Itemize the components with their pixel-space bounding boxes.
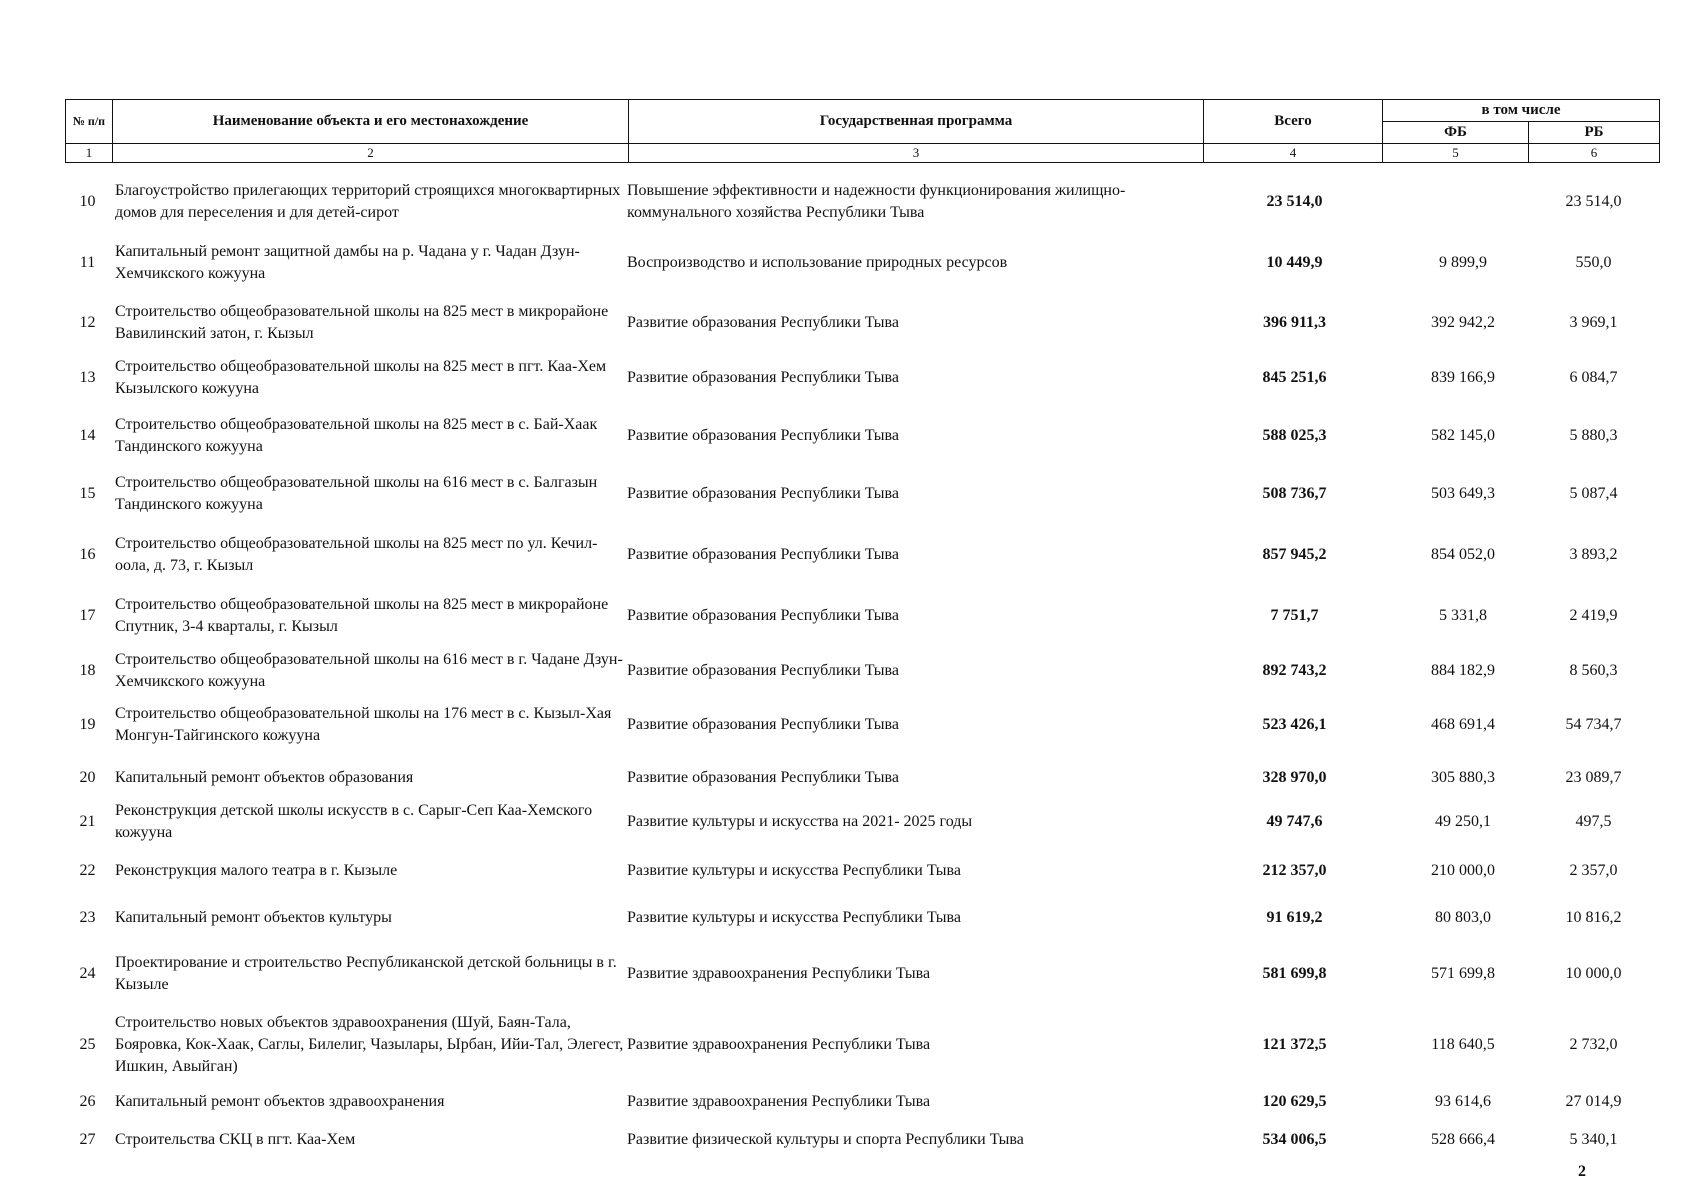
header-total: Всего [1204,100,1383,144]
header-num: № п/п [66,100,113,144]
row-number: 17 [79,607,96,624]
header-col-number: 6 [1529,144,1660,163]
header-including: в том числе [1383,100,1660,122]
amount-rb: 54 734,7 [1565,716,1622,733]
table-row [65,237,1659,289]
state-program: Развитие образования Республики Тыва [627,369,899,386]
row-number: 15 [79,485,96,502]
amount-total: 91 619,2 [1266,909,1323,926]
object-name: Капитальный ремонт объектов здравоохранения [115,1093,445,1110]
state-program: Развитие образования Республики Тыва [627,546,899,563]
table-row [65,1126,1659,1154]
amount-fb: 93 614,6 [1435,1093,1491,1110]
row-number: 19 [79,716,96,733]
row-number: 21 [79,813,96,830]
state-program: Развитие культуры и искусства на 2021- 2025 годы [627,813,973,830]
row-number: 10 [79,193,96,210]
table-row [65,468,1659,520]
object-name: Проектирование и строительство Республиканской детской больницы в г. Кызыле [115,954,617,993]
amount-rb: 6 084,7 [1569,369,1618,386]
amount-fb: 528 666,4 [1431,1131,1495,1148]
page-number: 2 [1578,1163,1586,1180]
object-name: Благоустройство прилегающих территорий строящихся многоквартирных домов для переселения и для детей-сирот [115,182,621,221]
object-name: Строительство общеобразовательной школы на 176 мест в с. Кызыл-Хая Монгун-Тайгинского кожууна [115,705,612,744]
table-row [65,297,1659,349]
state-program: Развитие образования Республики Тыва [627,485,899,502]
header-rb: РБ [1529,122,1660,144]
object-name: Реконструкция детской школы искусств в с. Сарыг-Сеп Каа-Хемского кожууна [115,802,593,841]
amount-fb: 49 250,1 [1435,813,1491,830]
row-number: 27 [79,1131,96,1148]
amount-total: 10 449,9 [1266,254,1323,271]
amount-fb: 468 691,4 [1431,716,1495,733]
amount-rb: 27 014,9 [1565,1093,1622,1110]
object-name: Строительство общеобразовательной школы на 825 мест в с. Бай-Хаак Тандинского кожууна [115,416,598,455]
table-row [65,903,1659,933]
row-number: 24 [79,965,96,982]
amount-total: 588 025,3 [1262,427,1327,444]
amount-fb: 582 145,0 [1431,427,1495,444]
amount-fb: 854 052,0 [1431,546,1495,563]
object-name: Строительство общеобразовательной школы на 825 мест по ул. Кечил-оола, д. 73, г. Кызыл [115,535,598,574]
amount-fb: 210 000,0 [1431,862,1495,879]
state-program: Развитие образования Республики Тыва [627,769,899,786]
amount-total: 49 747,6 [1266,813,1323,830]
object-name: Капитальный ремонт защитной дамбы на р. Чадана у г. Чадан Дзун-Хемчикского кожууна [115,243,580,282]
header-name: Наименование объекта и его местонахождение [113,100,629,144]
header-col-number: 2 [113,144,629,163]
amount-rb: 550,0 [1575,254,1612,271]
amount-fb: 305 880,3 [1431,769,1495,786]
object-name: Капитальный ремонт объектов культуры [115,909,392,926]
amount-total: 396 911,3 [1262,314,1327,331]
amount-total: 7 751,7 [1270,607,1319,624]
amount-fb: 503 649,3 [1431,485,1495,502]
row-number: 13 [79,369,96,386]
amount-rb: 5 087,4 [1569,485,1618,502]
amount-rb: 2 419,9 [1569,607,1618,624]
amount-rb: 23 514,0 [1565,193,1622,210]
header-fb: ФБ [1383,122,1529,144]
amount-rb: 2 357,0 [1569,862,1618,879]
row-number: 25 [79,1036,96,1053]
object-name: Строительство общеобразовательной школы на 616 мест в с. Балгазын Тандинского кожууна [115,474,598,513]
table-row [65,352,1659,404]
object-name: Реконструкция малого театра в г. Кызыле [115,862,398,879]
amount-fb: 9 899,9 [1439,254,1487,271]
row-number: 23 [79,909,96,926]
amount-total: 892 743,2 [1262,662,1327,679]
row-number: 26 [79,1093,96,1110]
header-col-number: 4 [1204,144,1383,163]
object-name: Строительство общеобразовательной школы на 825 мест в пгт. Каа-Хем Кызылского кожууна [115,358,607,397]
row-number: 22 [79,862,96,879]
table-row [65,766,1659,790]
amount-total: 328 970,0 [1262,769,1327,786]
object-name: Строительство общеобразовательной школы на 825 мест в микрорайоне Вавилинский затон, г. Кызыл [115,303,609,342]
state-program: Воспроизводство и использование природных ресурсов [627,254,1008,271]
amount-rb: 23 089,7 [1565,769,1622,786]
amount-total: 120 629,5 [1262,1093,1327,1110]
state-program: Развитие образования Республики Тыва [627,314,899,331]
amount-fb: 80 803,0 [1435,909,1491,926]
row-number: 20 [79,769,96,786]
row-number: 11 [79,254,96,271]
amount-rb: 10 816,2 [1565,909,1622,926]
amount-total: 534 006,5 [1262,1131,1327,1148]
table-header [65,99,1660,163]
table-row [65,1006,1659,1084]
amount-total: 508 736,7 [1262,485,1327,502]
table-row [65,178,1659,226]
object-name: Строительство общеобразовательной школы на 825 мест в микрорайоне Спутник, 3-4 кварталы, г. Кызыл [115,596,609,635]
header-col-number: 5 [1383,144,1529,163]
row-number: 14 [79,427,96,444]
object-name: Строительство общеобразовательной школы на 616 мест в г. Чадане Дзун-Хемчикского кожууна [115,651,623,690]
table-row [65,645,1659,697]
amount-rb: 5 880,3 [1569,427,1618,444]
object-name: Строительства СКЦ в пгт. Каа-Хем [115,1131,356,1148]
state-program: Развитие культуры и искусства Республики Тыва [627,862,961,879]
state-program: Развитие здравоохранения Республики Тыва [627,1036,931,1053]
table-row [65,589,1659,643]
amount-total: 121 372,5 [1262,1036,1327,1053]
amount-fb: 571 699,8 [1431,965,1495,982]
amount-rb: 8 560,3 [1569,662,1618,679]
amount-rb: 10 000,0 [1565,965,1622,982]
state-program: Развитие образования Республики Тыва [627,662,899,679]
table-row [65,797,1659,847]
amount-rb: 497,5 [1575,813,1612,830]
state-program: Развитие физической культуры и спорта Республики Тыва [627,1131,1024,1148]
amount-total: 212 357,0 [1262,862,1327,879]
amount-rb: 2 732,0 [1569,1036,1618,1053]
row-number: 16 [79,546,96,563]
amount-fb: 118 640,5 [1431,1036,1495,1053]
header-program: Государственная программа [629,100,1204,144]
state-program: Развитие образования Республики Тыва [627,427,899,444]
header-col-number: 1 [66,144,113,163]
table-row [65,1088,1659,1116]
table-row [65,410,1659,462]
amount-rb: 5 340,1 [1569,1131,1618,1148]
amount-rb: 3 969,1 [1569,314,1618,331]
state-program: Повышение эффективности и надежности функционирования жилищно-коммунального хозяйства Республики Тыва [627,182,1126,221]
object-name: Капитальный ремонт объектов образования [115,769,414,786]
amount-total: 845 251,6 [1262,369,1327,386]
table-row [65,949,1659,999]
amount-fb: 5 331,8 [1439,607,1487,624]
amount-total: 857 945,2 [1262,546,1327,563]
amount-fb: 392 942,2 [1431,314,1495,331]
amount-fb: 839 166,9 [1431,369,1495,386]
row-number: 18 [79,662,96,679]
object-name: Строительство новых объектов здравоохранения (Шуй, Баян-Тала, Бояровка, Кок-Хаак, Саглы, Билелиг, Чазылары, Ырбан, Ийи-Тал, Элегест, Ишкин, Авыйган) [115,1014,624,1075]
amount-total: 23 514,0 [1266,193,1323,210]
header-col-number: 3 [629,144,1204,163]
state-program: Развитие культуры и искусства Республики Тыва [627,909,961,926]
amount-rb: 3 893,2 [1569,546,1618,563]
state-program: Развитие здравоохранения Республики Тыва [627,1093,931,1110]
amount-total: 523 426,1 [1262,716,1327,733]
table-row [65,699,1659,751]
row-number: 12 [79,314,96,331]
state-program: Развитие образования Республики Тыва [627,716,899,733]
amount-total: 581 699,8 [1262,965,1327,982]
table-row [65,856,1659,886]
state-program: Развитие здравоохранения Республики Тыва [627,965,931,982]
amount-fb: 884 182,9 [1431,662,1495,679]
amount-fb [1388,178,1538,226]
state-program: Развитие образования Республики Тыва [627,607,899,624]
table-row [65,528,1659,582]
